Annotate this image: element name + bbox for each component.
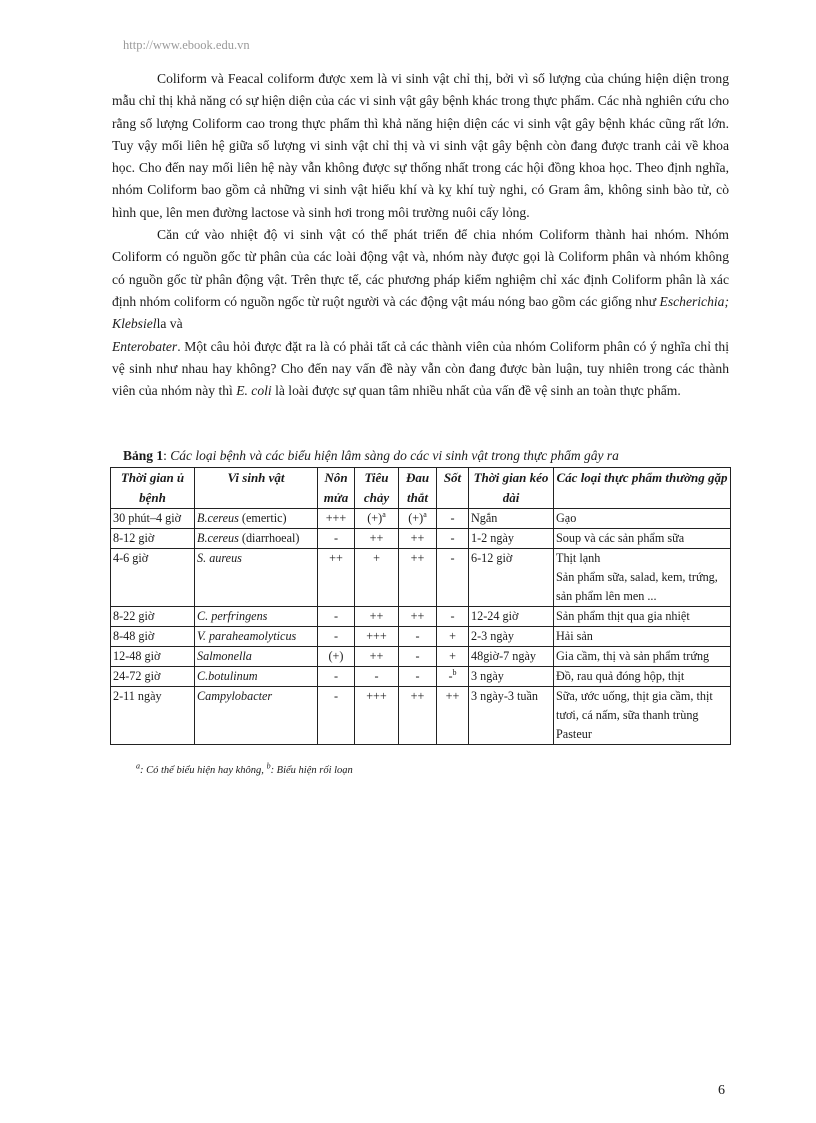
col-header: Các loại thực phẩm thường gặp — [554, 468, 731, 509]
diarrhea-value: + — [373, 551, 380, 565]
table-row — [111, 529, 731, 549]
caption-label: Bảng 1 — [123, 448, 164, 463]
organism-cell — [195, 509, 318, 529]
duration-cell — [469, 509, 554, 529]
foods-value: Sản phẩm thịt qua gia nhiệt — [556, 609, 690, 623]
vomit-cell — [318, 647, 355, 667]
incubation-cell — [111, 687, 195, 745]
vomit-value: (+) — [328, 649, 344, 663]
cell-superscript: a — [423, 509, 427, 519]
diarrhea-cell — [355, 549, 399, 607]
cramp-cell — [399, 647, 437, 667]
cramp-cell — [399, 549, 437, 607]
fever-cell — [437, 607, 469, 627]
organism-cell — [195, 647, 318, 667]
organism-note: (diarrhoeal) — [238, 531, 300, 545]
duration-value: 3 ngày-3 tuần — [471, 689, 539, 703]
vomit-value: - — [333, 689, 339, 703]
duration-cell — [469, 647, 554, 667]
foods-cell — [554, 509, 731, 529]
foods-value: Gạo — [556, 511, 577, 525]
foods-cell — [554, 687, 731, 745]
cramp-value: - — [415, 649, 420, 663]
fever-cell — [437, 627, 469, 647]
organism-name: Campylobacter — [197, 689, 273, 703]
incubation-cell — [111, 607, 195, 627]
organism-name: C.botulinum — [197, 669, 258, 683]
fever-cell — [437, 529, 469, 549]
organism-cell — [195, 549, 318, 607]
vomit-value: +++ — [325, 511, 347, 525]
duration-value: 12-24 giờ — [471, 609, 519, 623]
cramp-value: ++ — [410, 551, 425, 565]
body-text — [112, 68, 729, 402]
footnote-text: : Biểu hiện rối loạn — [270, 765, 353, 776]
duration-cell — [469, 549, 554, 607]
duration-cell — [469, 667, 554, 687]
fever-value: - — [450, 609, 455, 623]
duration-cell — [469, 529, 554, 549]
foods-cell — [554, 647, 731, 667]
diarrhea-cell — [355, 607, 399, 627]
foods-cell — [554, 627, 731, 647]
paragraph: Coliform và Feacal coliform được xem là vi sinh vật chỉ thị, bởi vì số lượng của chúng hiện diện trong mẫu chỉ thị khả năng có sự hiện diện của các vi sinh vật gây bệnh khác trong thực phẩm. Các nhà nghiên cứu cho rằng số lượng Coliform cao trong thực phẩm thì khả năng hiện diện các vi sinh vật gây bệnh khác cũng rất lớn. Tuy vậy mối liên hệ giữa số lượng vi sinh vật chỉ thị và vi sinh vật gây bệnh còn đang được tranh cải về khoa học. Cho đến nay mối liên hệ này vẫn không được sự thống nhất trong các hội đồng khoa học. Theo định nghĩa, nhóm Coliform bao gồm cả những vi sinh vật hiếu khí và kỵ khí tuỳ nghi, có Gram âm, không sinh bào tử, cò hình que, lên men đường lactose và sinh hơi trong môi trường nuôi cấy lỏng. — [112, 71, 729, 220]
diarrhea-cell — [355, 509, 399, 529]
vomit-cell — [318, 509, 355, 529]
organism-note: (emertic) — [238, 511, 287, 525]
duration-cell — [469, 687, 554, 745]
incubation-cell: 12-48 giờ — [113, 649, 161, 663]
vomit-cell — [318, 687, 355, 745]
vomit-cell — [318, 667, 355, 687]
fever-cell — [437, 509, 469, 529]
incubation-cell: 8-48 giờ — [113, 629, 155, 643]
footnote-text: : Có thể biểu hiện hay không, — [140, 765, 267, 776]
fever-value: ++ — [445, 689, 460, 703]
col-header: Thời gian kéo dài — [469, 468, 554, 509]
table-row — [111, 607, 731, 627]
disease-table — [110, 467, 731, 745]
cramp-cell — [399, 687, 437, 745]
foods-value: Soup và các sản phẩm sữa — [556, 531, 685, 545]
diarrhea-value: (+) — [367, 511, 383, 525]
foods-cell — [554, 549, 731, 607]
fever-value: - — [450, 511, 455, 525]
incubation-cell — [111, 667, 195, 687]
incubation-cell — [111, 549, 195, 607]
organism-cell — [195, 627, 318, 647]
vomit-cell — [318, 607, 355, 627]
table-row — [111, 687, 731, 745]
fever-cell — [437, 667, 469, 687]
fever-cell — [437, 647, 469, 667]
foods-value: Hải sản — [556, 629, 593, 643]
cramp-value: ++ — [410, 689, 425, 703]
cramp-cell — [399, 607, 437, 627]
duration-cell — [469, 607, 554, 627]
incubation-cell: 4-6 giờ — [113, 551, 149, 565]
col-header: Tiêu chảy — [355, 468, 399, 509]
foods-value: Thịt lạnh Sản phẩm sữa, salad, kem, trứng, sản phẩm lên men ... — [556, 551, 718, 603]
cramp-value: ++ — [410, 531, 425, 545]
diarrhea-value: +++ — [366, 689, 387, 703]
organism-name: Salmonella — [197, 649, 252, 663]
footnote-mark: b — [266, 761, 271, 771]
diarrhea-value: ++ — [369, 531, 384, 545]
text-span: la và — [156, 316, 183, 332]
organism-cell — [195, 687, 318, 745]
page-number: 6 — [718, 1083, 725, 1098]
organism-name: V. paraheamolyticus — [197, 629, 297, 643]
cramp-cell — [399, 667, 437, 687]
fever-cell — [437, 687, 469, 745]
incubation-cell — [111, 509, 195, 529]
text-span: là loài được sự quan tâm nhiều nhất của vấn đề vệ sinh an toàn thực phẩm. — [271, 383, 681, 399]
duration-value: 48giờ-7 ngày — [471, 649, 537, 663]
cell-superscript: a — [382, 509, 386, 519]
foods-cell — [554, 667, 731, 687]
organism-name: S. aureus — [197, 551, 242, 565]
cramp-cell — [399, 627, 437, 647]
diarrhea-value: ++ — [369, 609, 384, 623]
col-header: Thời gian ủ bệnh — [111, 468, 195, 509]
cramp-value: ++ — [410, 609, 425, 623]
duration-value: 2-3 ngày — [471, 629, 514, 643]
foods-cell — [554, 529, 731, 549]
italic-species: E. coli — [236, 383, 272, 399]
col-header: Vi sinh vật — [195, 468, 318, 509]
incubation-cell — [111, 529, 195, 549]
duration-value: Ngắn — [471, 511, 498, 525]
diarrhea-cell — [355, 647, 399, 667]
duration-cell — [469, 627, 554, 647]
vomit-value: ++ — [329, 551, 343, 565]
diarrhea-value: ++ — [369, 649, 384, 663]
table-row — [111, 509, 731, 529]
organism-cell — [195, 607, 318, 627]
table-caption — [123, 448, 619, 464]
fever-value: - — [450, 531, 455, 545]
incubation-cell: 8-12 giờ — [113, 531, 155, 545]
diarrhea-cell — [355, 627, 399, 647]
table-row — [111, 627, 731, 647]
duration-value: 6-12 giờ — [471, 551, 513, 565]
fever-value: + — [449, 629, 456, 643]
footnote — [136, 761, 353, 776]
incubation-cell: 24-72 giờ — [113, 669, 161, 683]
italic-genus: Escherichia; Klebsiel — [112, 293, 729, 332]
organism-name: B.cereus — [197, 531, 239, 545]
incubation-cell: 2-11 ngày — [113, 689, 162, 703]
diarrhea-value: +++ — [366, 629, 387, 643]
foods-cell — [554, 607, 731, 627]
col-header: Sốt — [437, 468, 469, 509]
vomit-cell — [318, 627, 355, 647]
vomit-value: - — [333, 669, 339, 683]
cramp-value: - — [415, 629, 420, 643]
vomit-cell — [318, 529, 355, 549]
vomit-cell — [318, 549, 355, 607]
table-header-row — [111, 468, 731, 509]
caption-text: Các loại bệnh và các biểu hiện lâm sàng do các vi sinh vật trong thực phẩm gây ra — [170, 448, 619, 463]
incubation-cell — [111, 627, 195, 647]
col-header: Đau thắt — [399, 468, 437, 509]
vomit-value: - — [333, 629, 339, 643]
duration-value: 1-2 ngày — [471, 531, 514, 545]
paragraph — [112, 224, 729, 402]
cell-superscript: b — [452, 667, 457, 677]
foods-value: Gia cầm, thị và sản phẩm trứng — [556, 649, 710, 663]
col-header: Nôn mửa — [318, 468, 355, 509]
vomit-value: - — [333, 531, 339, 545]
organism-name: B.cereus — [197, 511, 239, 525]
cramp-value: - — [415, 669, 420, 683]
organism-cell — [195, 529, 318, 549]
organism-name: C. perfringens — [197, 609, 268, 623]
organism-cell — [195, 667, 318, 687]
fever-value: + — [449, 649, 456, 663]
text-span: Căn cứ vào nhiệt độ vi sinh vật có thể phát triển để chia nhóm Coliform thành hai nhóm. Nhóm Coliform có nguồn gốc từ phân của các loài động vật và, nhóm này được gọi là Coliform phân và nhóm không có nguồn gốc từ phân động vật. Trên thực tế, các phương pháp kiểm nghiệm chỉ xác định Coliform phân là xác định nhóm coliform có nguồn ngốc từ ruột người và các động vật máu nóng bao gồm các giống như — [112, 227, 729, 309]
text-span: . Một câu hỏi được đặt ra là có phải tất cả các thành viên của nhóm Coliform phân có ý nghĩa chỉ thị vệ sinh như nhau hay không? Cho đến nay vấn đề này vẫn còn đang được bàn luận, tuy nhiên trong các thành viên của nhóm này thì — [112, 338, 729, 399]
italic-genus: Enterobater — [112, 338, 178, 354]
diarrhea-cell — [355, 529, 399, 549]
cramp-cell — [399, 529, 437, 549]
fever-cell — [437, 549, 469, 607]
diarrhea-value: - — [374, 669, 379, 683]
diarrhea-cell — [355, 667, 399, 687]
vomit-value: - — [333, 609, 339, 623]
cramp-value: (+) — [408, 511, 424, 525]
incubation-cell — [111, 647, 195, 667]
incubation-cell: 8-22 giờ — [113, 609, 155, 623]
foods-value: Đồ, rau quả đóng hộp, thịt — [556, 669, 685, 683]
fever-value: - — [448, 669, 453, 683]
cramp-cell — [399, 509, 437, 529]
diarrhea-cell — [355, 687, 399, 745]
table-row — [111, 667, 731, 687]
caption-sep: : — [163, 448, 171, 463]
foods-value: Sữa, ước uống, thịt gia cầm, thịt tươi, cá nấm, sữa thanh trùng Pasteur — [556, 689, 713, 741]
table-row — [111, 647, 731, 667]
table-row — [111, 549, 731, 607]
duration-value: 3 ngày — [471, 669, 504, 683]
fever-value: - — [450, 551, 455, 565]
footnote-mark: a — [136, 761, 140, 771]
incubation-cell: 30 phút–4 giờ — [113, 511, 182, 525]
source-url[interactable]: http://www.ebook.edu.vn — [123, 38, 250, 52]
